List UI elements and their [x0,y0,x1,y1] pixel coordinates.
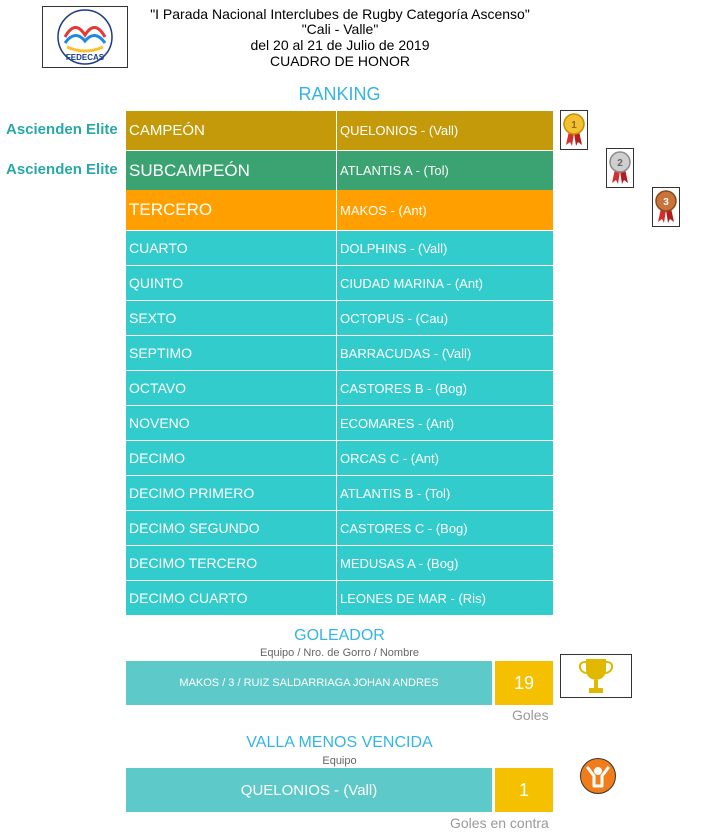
valla-title: VALLA MENOS VENCIDA [246,734,433,751]
ranking-position: DECIMO TERCERO [126,546,337,580]
ranking-row [126,301,553,335]
ranking-team: LEONES DE MAR - (Ris) [340,590,486,606]
goleador-player: MAKOS / 3 / RUIZ SALDARRIAGA JOHAN ANDRES [126,661,492,705]
valla-team: QUELONIOS - (Vall) [126,768,492,812]
valla-caption: Goles en contra [450,815,549,831]
ranking-team: OCTOPUS - (Cau) [340,310,449,326]
ranking-row [126,371,553,405]
valla-goals: 1 [495,768,553,812]
logo-text: FEDECAS [65,53,105,62]
ranking-row [126,190,553,230]
goalkeeper-icon [580,758,616,794]
fedecas-logo [42,6,128,68]
ranking-row [126,336,553,370]
goleador-subtitle: Equipo / Nro. de Gorro / Nombre [260,647,419,659]
event-title: "I Parada Nacional Interclubes de Rugby Categoría Ascenso" [150,6,530,22]
elite-label-2: Ascienden Elite [6,161,118,178]
ranking-row [126,266,553,300]
ranking-team: MEDUSAS A - (Bog) [340,555,459,571]
ranking-position: QUINTO [126,266,337,300]
ranking-title: RANKING [298,84,381,104]
ranking-row [126,511,553,545]
valla-subtitle: Equipo [322,755,357,767]
ranking-row [126,151,553,190]
ranking-row [126,231,553,265]
trophy-icon [560,654,632,698]
ranking-position: DECIMO CUARTO [126,581,337,615]
ranking-row [126,581,553,615]
event-dates: del 20 al 21 de Julio de 2019 [250,37,430,53]
ranking-position: SEPTIMO [126,336,337,370]
ranking-position: SEXTO [126,301,337,335]
page-title: CUADRO DE HONOR [269,53,410,69]
ranking-team: ECOMARES - (Ant) [340,415,455,431]
ranking-team: DOLPHINS - (Vall) [340,240,448,256]
bronze-medal-icon [652,187,680,227]
ranking-row [126,111,553,150]
ranking-team: CASTORES B - (Bog) [340,380,467,396]
ranking-team: ORCAS C - (Ant) [340,450,439,466]
ranking-row [126,476,553,510]
ranking-team: CASTORES C - (Bog) [340,520,468,536]
goleador-goals: 19 [495,661,553,705]
ranking-team: ATLANTIS A - (Tol) [340,163,449,178]
svg-text:1: 1 [571,120,577,131]
ranking-team: BARRACUDAS - (Vall) [340,345,472,361]
silver-medal-icon [606,148,634,188]
goleador-title: GOLEADOR [294,627,385,644]
ranking-position: DECIMO [126,441,337,475]
svg-text:2: 2 [617,158,623,169]
ranking-position: CUARTO [126,231,337,265]
ranking-position: DECIMO PRIMERO [126,476,337,510]
ranking-position: SUBCAMPEÓN [126,151,337,190]
ranking-position: OCTAVO [126,371,337,405]
ranking-position: NOVENO [126,406,337,440]
elite-label-1: Ascienden Elite [6,121,118,138]
ranking-position: TERCERO [126,190,337,230]
ranking-row [126,406,553,440]
gold-medal-icon [560,110,588,150]
ranking-position: CAMPEÓN [126,111,337,150]
goleador-caption: Goles [512,707,549,723]
ranking-team: MAKOS - (Ant) [340,202,427,218]
ranking-team: CIUDAD MARINA - (Ant) [340,275,484,291]
ranking-row [126,441,553,475]
ranking-team: ATLANTIS B - (Tol) [340,485,451,501]
ranking-position: DECIMO SEGUNDO [126,511,337,545]
svg-text:3: 3 [663,197,669,208]
ranking-row [126,546,553,580]
event-location: "Cali - Valle" [301,21,379,37]
ranking-team: QUELONIOS - (Vall) [340,123,459,138]
